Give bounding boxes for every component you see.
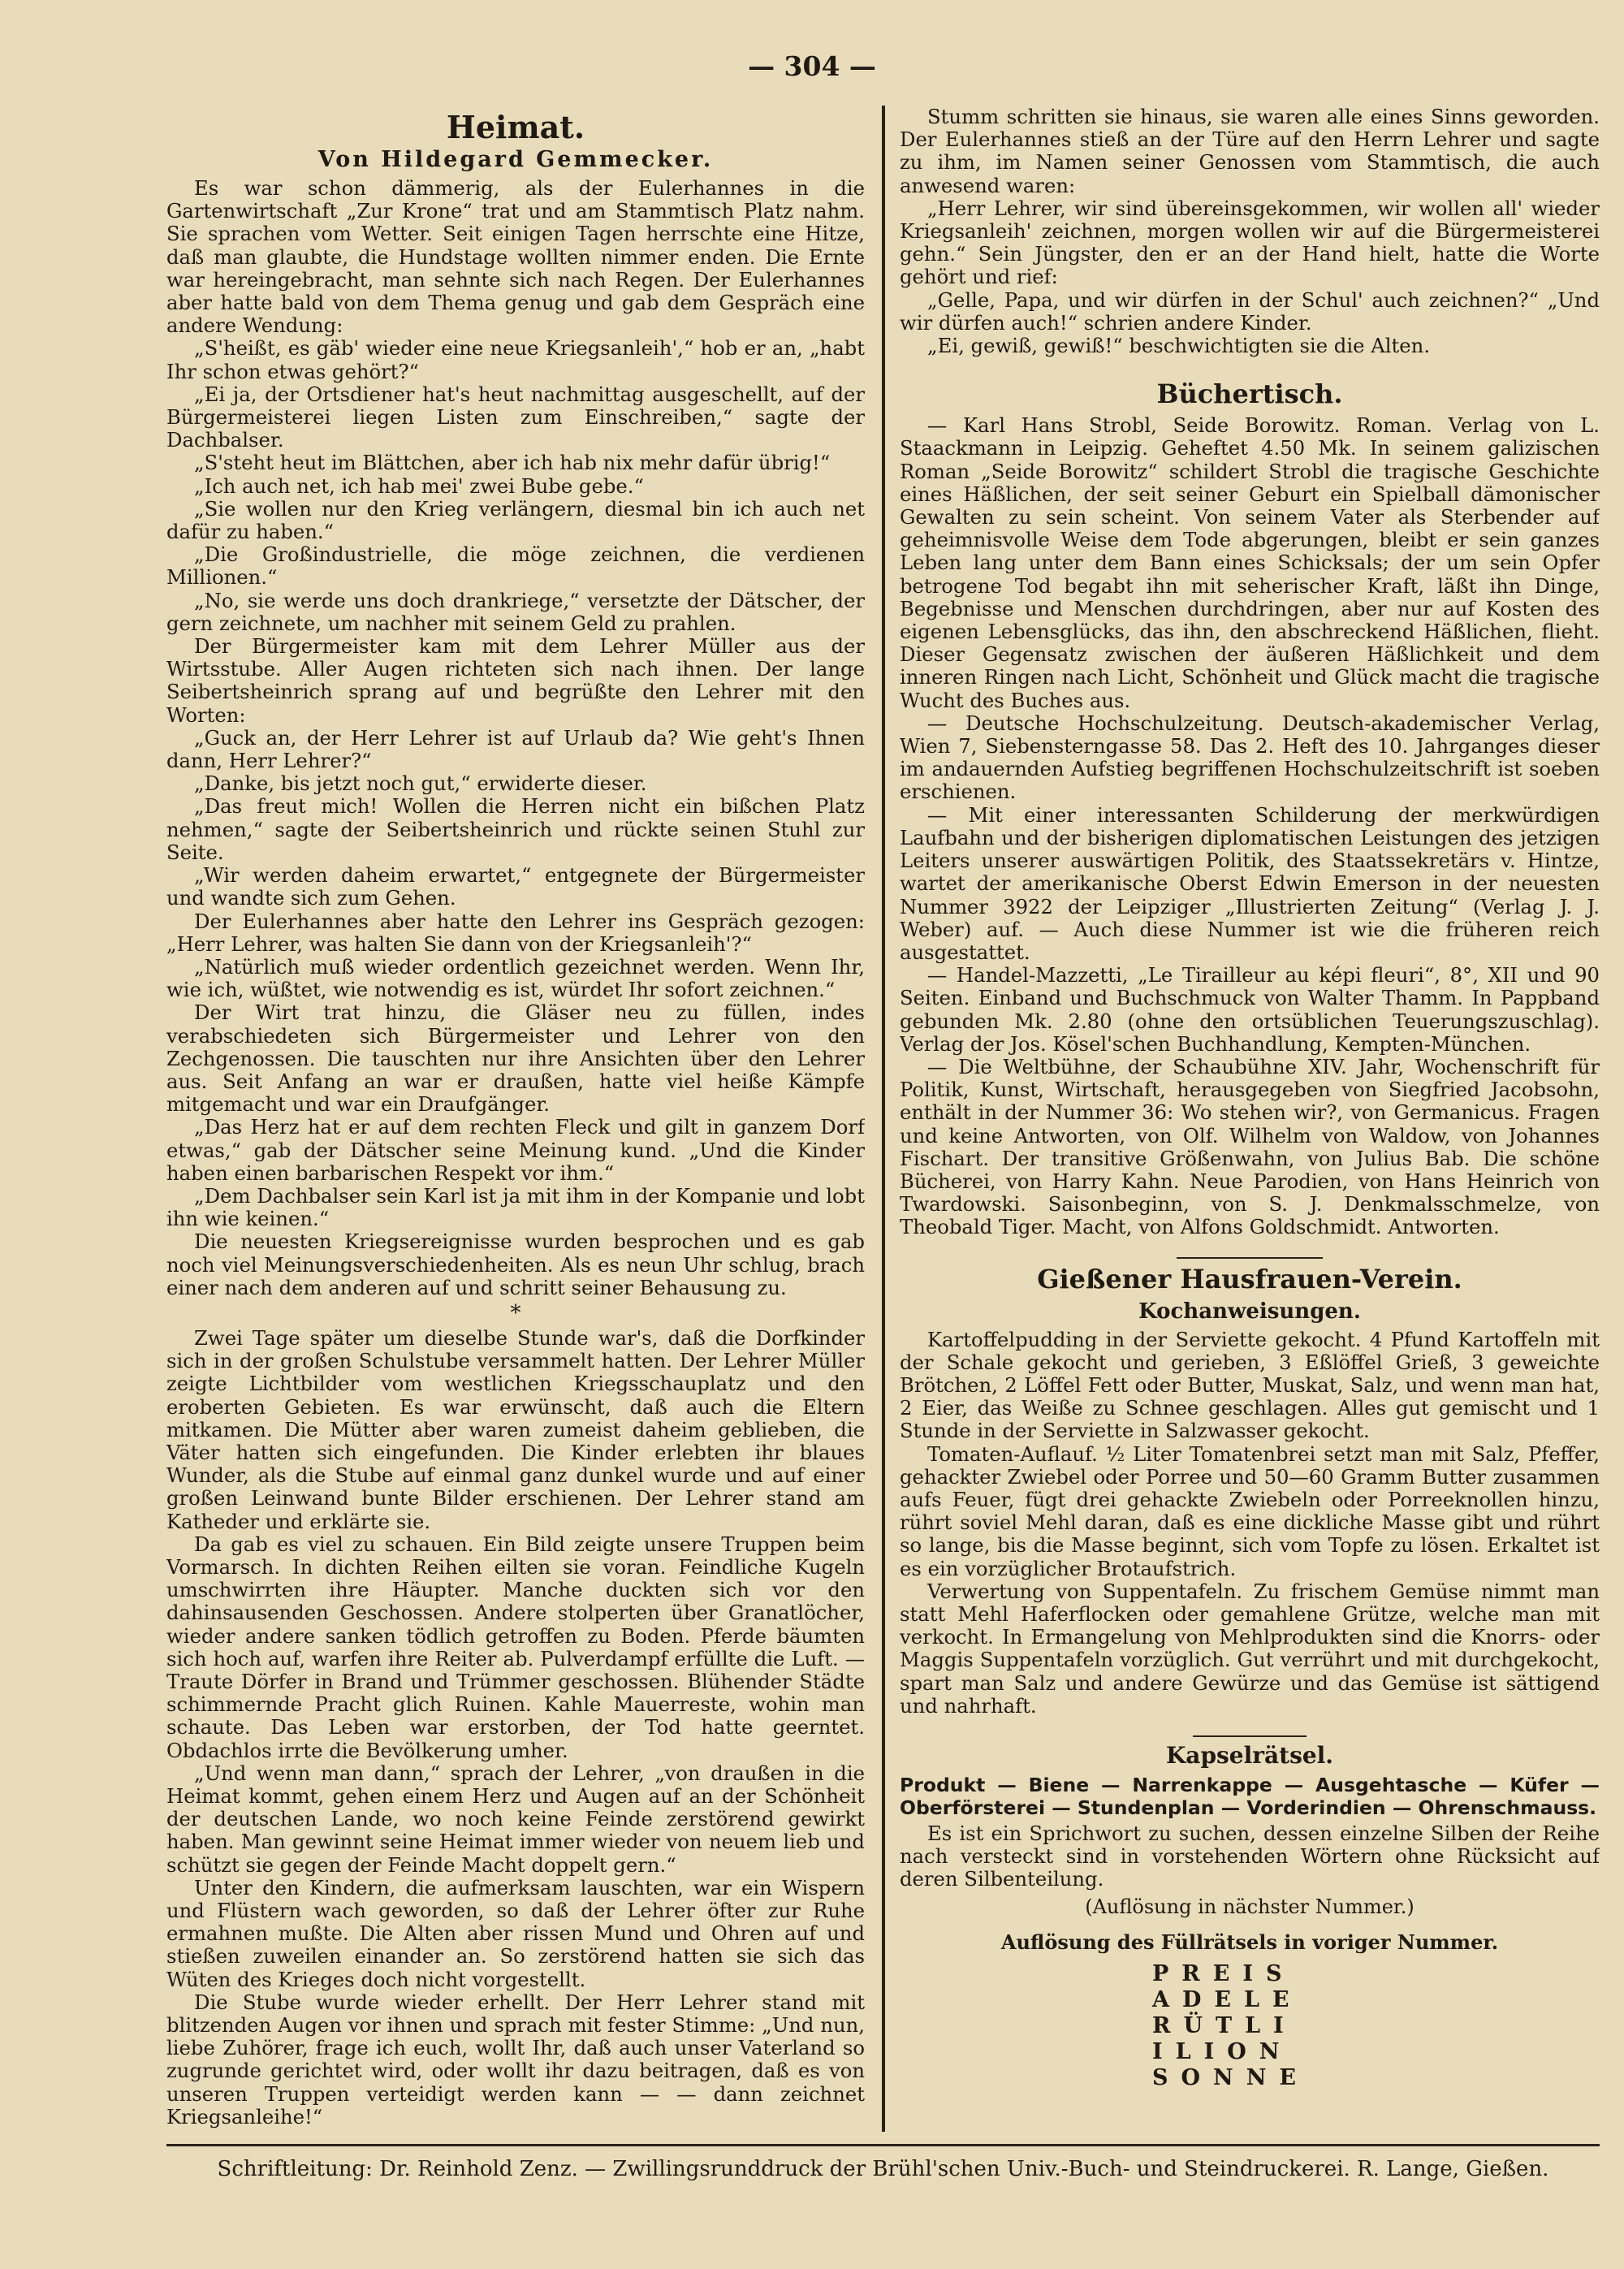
solution-row: SONNE [1152, 2064, 1309, 2090]
story-paragraph: „Ei ja, der Ortsdiener hat's heut nachmittag ausgeschellt, auf der Bürgermeisterei liegen Listen zum Einschreiben,“ sagte der Dachbalser. [166, 382, 865, 452]
recipe: Tomaten-Auflauf. ½ Liter Tomatenbrei setzt man mit Salz, Pfeffer, gehackter Zwiebel oder Porree und 50—60 Gramm Butter zusammen aufs Feuer, fügt drei gehackte Zwiebeln oder Porreeknollen hinzu, rührt soviel Mehl daran, daß es eine dickliche Masse gibt und rührt so lange, bis die Masse beginnt, sich vom Topfe zu lösen. Erkaltet ist es ein vorzüglicher Brotaufstrich. [900, 1441, 1600, 1580]
solution-row: RÜTLI [1152, 2012, 1297, 2038]
story-paragraph: „Herr Lehrer, wir sind übereinsgekommen, wir wollen all' wieder Kriegsanleih' zeichnen, morgen wollen wir auf die Bürgermeisterei gehn.“ Sein Jüngster, den er an der Hand hielt, hatte die Worte gehört und rief: [900, 196, 1600, 289]
story-paragraph: Der Bürgermeister kam mit dem Lehrer Müller aus der Wirtsstube. Aller Augen richteten sich nach ihnen. Der lange Seibertsheinrich sprang auf und begrüßte den Lehrer mit den Worten: [166, 634, 865, 727]
association-heading: Gießener Hausfrauen-Verein. [1037, 1263, 1462, 1294]
story-byline: Von Hildegard Gemmecker. [317, 147, 714, 172]
story-paragraph: „No, sie werde uns doch drankriege,“ versetzte der Dätscher, der gern zeichnete, um nachher mit seinem Geld zu prahlen. [166, 588, 865, 635]
page-number: — 304 — [748, 50, 876, 82]
story-paragraphs-part-2 [166, 1327, 865, 2129]
footer-rule [166, 2144, 1600, 2146]
recipe: Kartoffelpudding in der Serviette gekocht. 4 Pfund Kartoffeln mit der Schale gekocht und gerieben, 3 Eßlöffel Grieß, 3 geweichte Brötchen, 2 Löffel Fett oder Butter, Muskat, Salz, und wenn man hat, 2 Eier, das Weiße zu Schnee geschlagen. Alles gut gemischt und 1 Stunde in der Serviette in Salzwasser gekocht. [900, 1327, 1600, 1443]
story-paragraph: Unter den Kindern, die aufmerksam lauschten, war ein Wispern und Flüstern wach geworden, so daß der Lehrer öfter zur Ruhe ermahnen mußte. Die Alten aber rissen Mund und Ohren auf und stießen zuweilen einander an. So zerstörend hatten sie sich das Wüten des Krieges doch nicht vorgestellt. [166, 1875, 865, 1991]
book-notice: — Karl Hans Strobl, Seide Borowitz. Roman. Verlag von L. Staackmann in Leipzig. Geheftet 4.50 Mk. In seinem galizischen Roman „Seide Borowitz“ schildert Strobl die tragische Geschichte eines Häßlichen, der seit seiner Geburt ein Spielball dämonischer Gewalten zu sein scheint. Von seinem Vater als Sterbender auf geheimnisvolle Weise dem Tode abgerungen, bleibt er sein ganzes Leben lang unter dem Bann eines Schicksals; der um sein Opfer betrogene Tod begabt ihn mit seherischer Kraft, läßt ihn Dinge, Begebnisse und Menschen durchdringen, aber nur auf Kosten des eigenen Lebensglücks, das ihn, den abschreckend Häßlichen, flieht. Dieser Gegensatz zwischen der äußeren Häßlichkeit und dem inneren Ringen nach Licht, Schönheit und Glück macht die tragische Wucht des Buches aus. [900, 413, 1600, 712]
story-paragraph: „Ich auch net, ich hab mei' zwei Bube gebe.“ [194, 473, 644, 498]
recipes-heading: Kochanweisungen. [1138, 1299, 1361, 1324]
puzzle-words: Produkt — Biene — Narrenkappe — Ausgehtasche — Küfer — Oberförsterei — Stundenplan — Vorderindien — Ohrenschmauss. [900, 1774, 1600, 1819]
story-paragraph: Es war schon dämmerig, als der Eulerhannes in die Gartenwirtschaft „Zur Krone“ trat und am Stammtisch Platz nahm. Sie sprachen vom Wetter. Seit einigen Tagen herrschte eine Hitze, daß man glaubte, die Hundstage wollten nimmer enden. Die Ernte war hereingebracht, man sehnte sich nach Regen. Der Eulerhannes aber hatte bald von dem Thema genug und gab dem Gespräch eine andere Wendung: [166, 176, 865, 338]
story-paragraph: Der Wirt trat hinzu, die Gläser neu zu füllen, indes verabschiedeten sich Bürgermeister und Lehrer von den Zechgenossen. Die tauschten nur ihre Ansichten über den Lehrer aus. Seit Anfang an war er draußen, hatte viel heiße Kämpfe mitgemacht und war ein Draufgänger. [166, 1001, 865, 1117]
section-rule [1193, 1735, 1307, 1737]
story-title: Heimat. [446, 109, 585, 145]
section-divider: * [510, 1300, 521, 1325]
story-paragraph: „Natürlich muß wieder ordentlich gezeichnet werden. Wenn Ihr, wie ich, wüßtet, wie notwendig es ist, würdet Ihr sofort zeichnen.“ [166, 954, 865, 1002]
book-notices [900, 414, 1600, 1238]
book-notice: — Die Weltbühne, der Schaubühne XIV. Jahr, Wochenschrift für Politik, Kunst, Wirtschaft, herausgegeben von Siegfried Jacobsohn, enthält in der Nummer 36: Wo stehen wir?, von Germanicus. Fragen und keine Antworten, von Olf. Wilhelm von Waldow, von Johannes Fischart. Der transitive Größenwahn, von Julius Bab. Die schöne Bücherei, von Harry Kahn. Neue Parodien, von Hans Heinrich von Twardowski. Saisonbeginn, von S. J. Denkmalsschmelze, von Theobald Tiger. Macht, von Alfons Goldschmidt. Antworten. [900, 1054, 1600, 1239]
story-paragraph: Da gab es viel zu schauen. Ein Bild zeigte unsere Truppen beim Vormarsch. In dichten Reihen eilten sie voran. Feindliche Kugeln umschwirrten ihre Häupter. Manche duckten sich vor den dahinsausenden Geschossen. Andere stolperten über Granatlöcher, wieder andere sanken tödlich getroffen zu Boden. Pferde bäumten sich hoch auf, warfen ihre Reiter ab. Pulverdampf erfüllte die Luft. — Traute Dörfer in Brand und Trümmer geschossen. Blühender Städte schimmernde Pracht glich Ruinen. Kahle Mauerreste, wohin man schaute. Das Leben war erstorben, der Tod hatte geerntet. Obdachlos irrte die Bevölkerung umher. [166, 1532, 865, 1762]
story-paragraph: „Das Herz hat er auf dem rechten Fleck und gilt in ganzem Dorf etwas,“ gab der Dätscher seine Meinung kund. „Und die Kinder haben einen barbarischen Respekt vor ihm.“ [166, 1115, 865, 1185]
book-notice: — Mit einer interessanten Schilderung der merkwürdigen Laufbahn und der bisherigen diplomatischen Leistungen des jetzigen Leiters unserer auswärtigen Politik, des Staatssekretärs v. Hintze, wartet der amerikanische Oberst Edwin Emerson in der neuesten Nummer 3922 der Leipziger „Illustrierten Zeitung“ (Verlag J. J. Weber) auf. — Auch diese Nummer ist wie die früheren reich ausgestattet. [900, 802, 1600, 964]
book-notice: — Handel-Mazzetti, „Le Tirailleur au képi fleuri“, 8°, XII und 90 Seiten. Einband und Buchschmuck von Walter Thamm. In Pappband gebunden Mk. 2.80 (ohne den ortsüblichen Teuerungszuschlag). Verlag der Jos. Kösel'schen Buchhandlung, Kempten-München. [900, 963, 1600, 1056]
books-heading: Büchertisch. [1156, 378, 1343, 410]
story-paragraph: „S'heißt, es gäb' wieder eine neue Kriegsanleih',“ hob er an, „habt Ihr schon etwas gehört?“ [166, 336, 865, 383]
story-paragraph: Die neuesten Kriegsereignisse wurden besprochen und es gab noch viel Meinungsverschiedenheiten. Als es neun Uhr schlug, brach einer nach dem anderen auf und schritt seiner Behausung zu. [166, 1230, 865, 1299]
story-paragraph: „Gelle, Papa, und wir dürfen in der Schul' auch zeichnen?“ „Und wir dürfen auch!“ schrien andere Kinder. [900, 287, 1600, 335]
story-paragraph: „Das freut mich! Wollen die Herren nicht ein bißchen Platz nehmen,“ sagte der Seibertsheinrich und rückte seinen Stuhl zur Seite. [166, 794, 865, 864]
solution-row: PREIS [1152, 1960, 1295, 1986]
column-divider [882, 106, 885, 2132]
story-paragraph: Der Eulerhannes aber hatte den Lehrer ins Gespräch gezogen: „Herr Lehrer, was halten Sie dann von der Kriegsanleih'?“ [166, 909, 865, 956]
story-paragraph: „Sie wollen nur den Krieg verlängern, diesmal bin ich auch net dafür zu haben.“ [166, 496, 865, 544]
left-column [166, 106, 865, 2144]
story-paragraph: Stumm schritten sie hinaus, sie waren alle eines Sinns geworden. Der Eulerhannes stieß an der Türe auf den Herrn Lehrer und sagte zu ihm, im Namen seiner Genossen vom Stammtisch, die auch anwesend waren: [900, 106, 1600, 197]
book-notice: — Deutsche Hochschulzeitung. Deutsch-akademischer Verlag, Wien 7, Siebensterngasse 58. Das 2. Heft des 10. Jahrganges dieser im andauernden Aufstieg begriffenen Hochschulzeitschrift ist soeben erschienen. [900, 711, 1600, 804]
story-paragraph: „Wir werden daheim erwartet,“ entgegnete der Bürgermeister und wandte sich zum Gehen. [166, 863, 865, 910]
story-paragraph: „Und wenn man dann,“ sprach der Lehrer, „von draußen in die Heimat kommt, gehen einem Herz und Augen auf an der Schönheit der deutschen Lande, wo noch keine Feinde zerstörend gewirkt haben. Man gewinnt seine Heimat immer wieder von neuem lieb und schützt sie gegen der Feinde Macht doppelt gern.“ [166, 1761, 865, 1877]
solution-heading: Auflösung des Füllrätsels in voriger Nummer. [1000, 1930, 1499, 1954]
solution-row: ILION [1152, 2038, 1293, 2064]
story-paragraph: „Guck an, der Herr Lehrer ist auf Urlaub da? Wie geht's Ihnen dann, Herr Lehrer?“ [166, 725, 865, 773]
story-paragraph: „Die Großindustrielle, die möge zeichnen, die verdienen Millionen.“ [166, 542, 865, 590]
solution-grid [1152, 1961, 1347, 2091]
story-continuation [900, 106, 1600, 357]
story-paragraph: „Dem Dachbalser sein Karl ist ja mit ihm in der Kompanie und lobt ihn wie keinen.“ [166, 1183, 865, 1231]
imprint: Schriftleitung: Dr. Reinhold Zenz. — Zwillingsrunddruck der Brühl'schen Univ.-Buch- und Steindruckerei. R. Lange, Gießen. [217, 2157, 1549, 2181]
section-rule [1177, 1257, 1323, 1259]
solution-row: ADELE [1152, 1986, 1302, 2012]
story-paragraphs-part-1 [166, 177, 865, 1299]
recipes [900, 1329, 1600, 1718]
story-paragraph: „Ei, gewiß, gewiß!“ beschwichtigten sie die Alten. [927, 334, 1431, 358]
puzzle-note: (Auflösung in nächster Nummer.) [1085, 1895, 1415, 1918]
story-paragraph: Die Stube wurde wieder erhellt. Der Herr Lehrer stand mit blitzenden Augen vor ihnen und sprach mit fester Stimme: „Und nun, liebe Zuhörer, frage ich euch, wollt Ihr, daß auch unser Vaterland so zugrunde gerichtet wird, oder wollt ihr dazu beitragen, daß es von unseren Truppen verteidigt werden kann — — dann zeichnet Kriegsanleihe!“ [166, 1990, 865, 2129]
recipe: Verwertung von Suppentafeln. Zu frischem Gemüse nimmt man statt Mehl Haferflocken oder gemahlene Grütze, welche man mit verkocht. In Ermangelung von Mehlprodukten sind die Knorrs- oder Maggis Suppentafeln vorzüglich. Gut verrührt und mit durchgekocht, spart man Salz und andere Gewürze und das Gemüse ist sättigend und nahrhaft. [900, 1579, 1600, 1718]
right-column [900, 106, 1600, 2144]
puzzle-instructions: Es ist ein Sprichwort zu suchen, dessen einzelne Silben der Reihe nach versteckt sind in vorstehenden Wörtern ohne Rücksicht auf deren Silbenteilung. [900, 1822, 1600, 1891]
story-paragraph: „Danke, bis jetzt noch gut,“ erwiderte dieser. [194, 771, 647, 796]
puzzle-heading: Kapselrätsel. [1165, 1742, 1334, 1769]
story-paragraph: „S'steht heut im Blättchen, aber ich hab nix mehr dafür übrig!“ [194, 451, 831, 475]
story-paragraph: Zwei Tage später um dieselbe Stunde war's, daß die Dorfkinder sich in der großen Schulstube versammelt hatten. Der Lehrer Müller zeigte Lichtbilder vom westlichen Kriegsschauplatz und den eroberten Gebieten. Es war erwünscht, daß auch die Eltern mitkamen. Die Mütter aber waren zumeist daheim geblieben, die Väter hatten sich eingefunden. Die Kinder erlebten ihr blaues Wunder, als die Stube auf einmal ganz dunkel wurde und auf einer großen Leinwand bunte Bilder erschienen. Der Lehrer stand am Katheder und erklärte sie. [166, 1325, 865, 1533]
